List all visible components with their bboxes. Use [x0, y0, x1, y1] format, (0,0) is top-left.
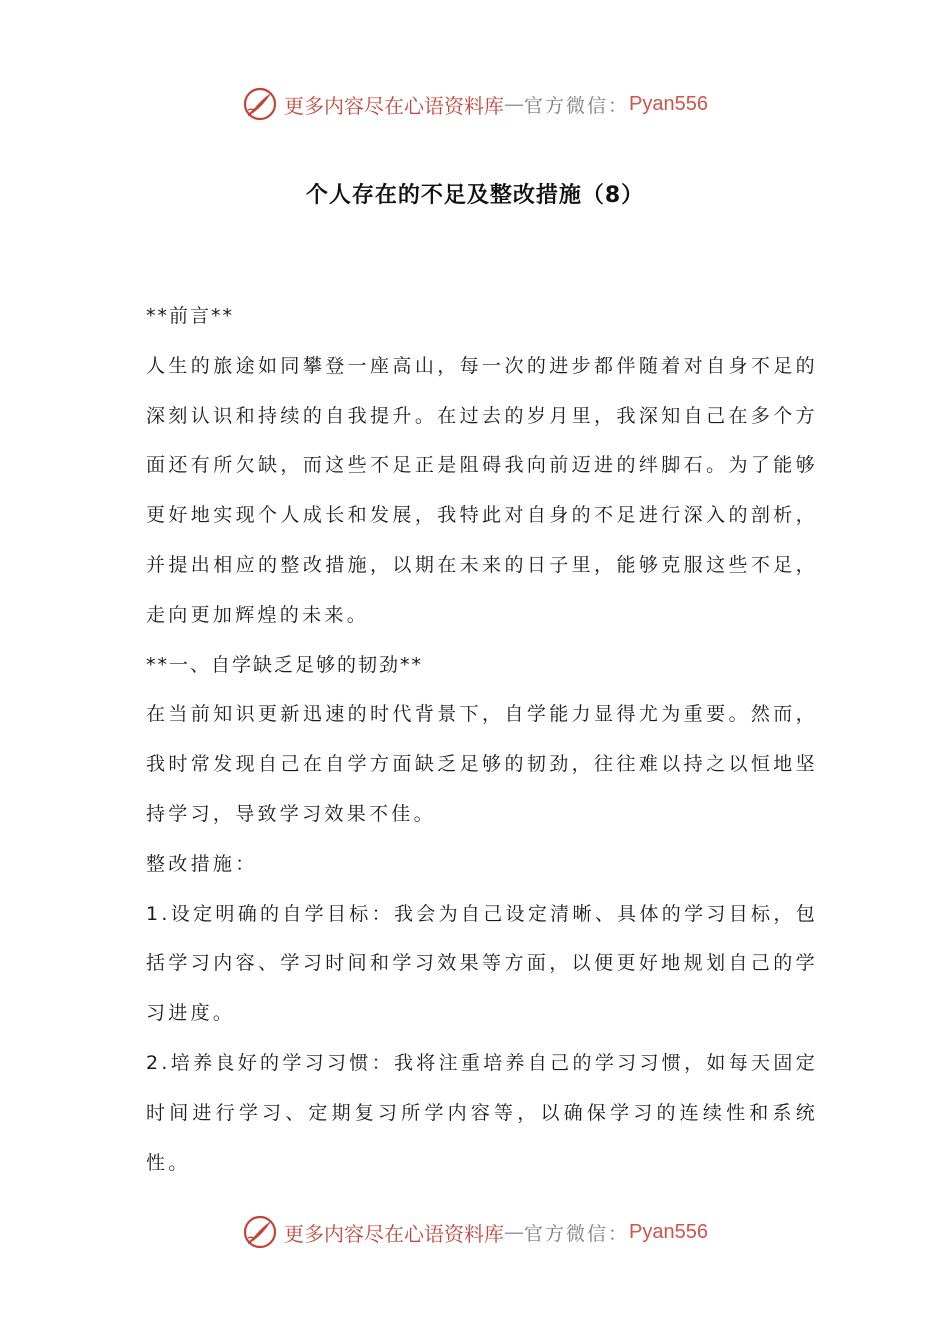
section-heading-1: **一、自学缺乏足够的韧劲** — [146, 653, 424, 676]
banner-separator: — — [504, 1220, 524, 1244]
quill-pen-icon — [242, 1214, 278, 1250]
measure-item-1: 1.设定明确的自学目标：我会为自己设定清晰、具体的学习目标，包括学习内容、学习时间和学习效果等方面，以便更好地规划自己的学习进度。 — [146, 902, 818, 1025]
measures-label: 整改措施： — [146, 852, 258, 875]
header-watermark-banner — [0, 82, 950, 126]
measure-item-2: 2.培养良好的学习习惯：我将注重培养自己的学习习惯，如每天固定时间进行学习、定期复习所学内容等，以确保学习的连续性和系统性。 — [146, 1051, 818, 1174]
wechat-label: 官方微信： — [524, 94, 630, 117]
site-name-text: 更多内容尽在心语资料库 — [284, 1221, 504, 1246]
paragraph-section-1: 在当前知识更新迅速的时代背景下，自学能力显得尤为重要。然而，我时常发现自己在自学方面缺乏足够的韧劲，往往难以持之以恒地坚持学习，导致学习效果不佳。 — [146, 703, 818, 825]
wechat-label: 官方微信： — [524, 1222, 630, 1245]
banner-separator: — — [504, 92, 524, 116]
site-name-text: 更多内容尽在心语资料库 — [284, 93, 504, 118]
section-heading-preface: **前言** — [146, 305, 235, 327]
wechat-id: Pyan556 — [629, 92, 708, 115]
quill-pen-icon — [242, 86, 278, 122]
wechat-id: Pyan556 — [629, 1220, 708, 1243]
footer-watermark-banner — [0, 1210, 950, 1254]
document-body — [146, 292, 818, 1188]
paragraph-preface: 人生的旅途如同攀登一座高山，每一次的进步都伴随着对自身不足的深刻认识和持续的自我提升。在过去的岁月里，我深知自己在多个方面还有所欠缺，而这些不足正是阻碍我向前迈进的绊脚石。为了能够更好地实现个人成长和发展，我特此对自身的不足进行深入的剖析，并提出相应的整改措施，以期在未来的日子里，能够克服这些不足，走向更加辉煌的未来。 — [146, 354, 818, 626]
document-title: 个人存在的不足及整改措施（8） — [305, 183, 645, 208]
